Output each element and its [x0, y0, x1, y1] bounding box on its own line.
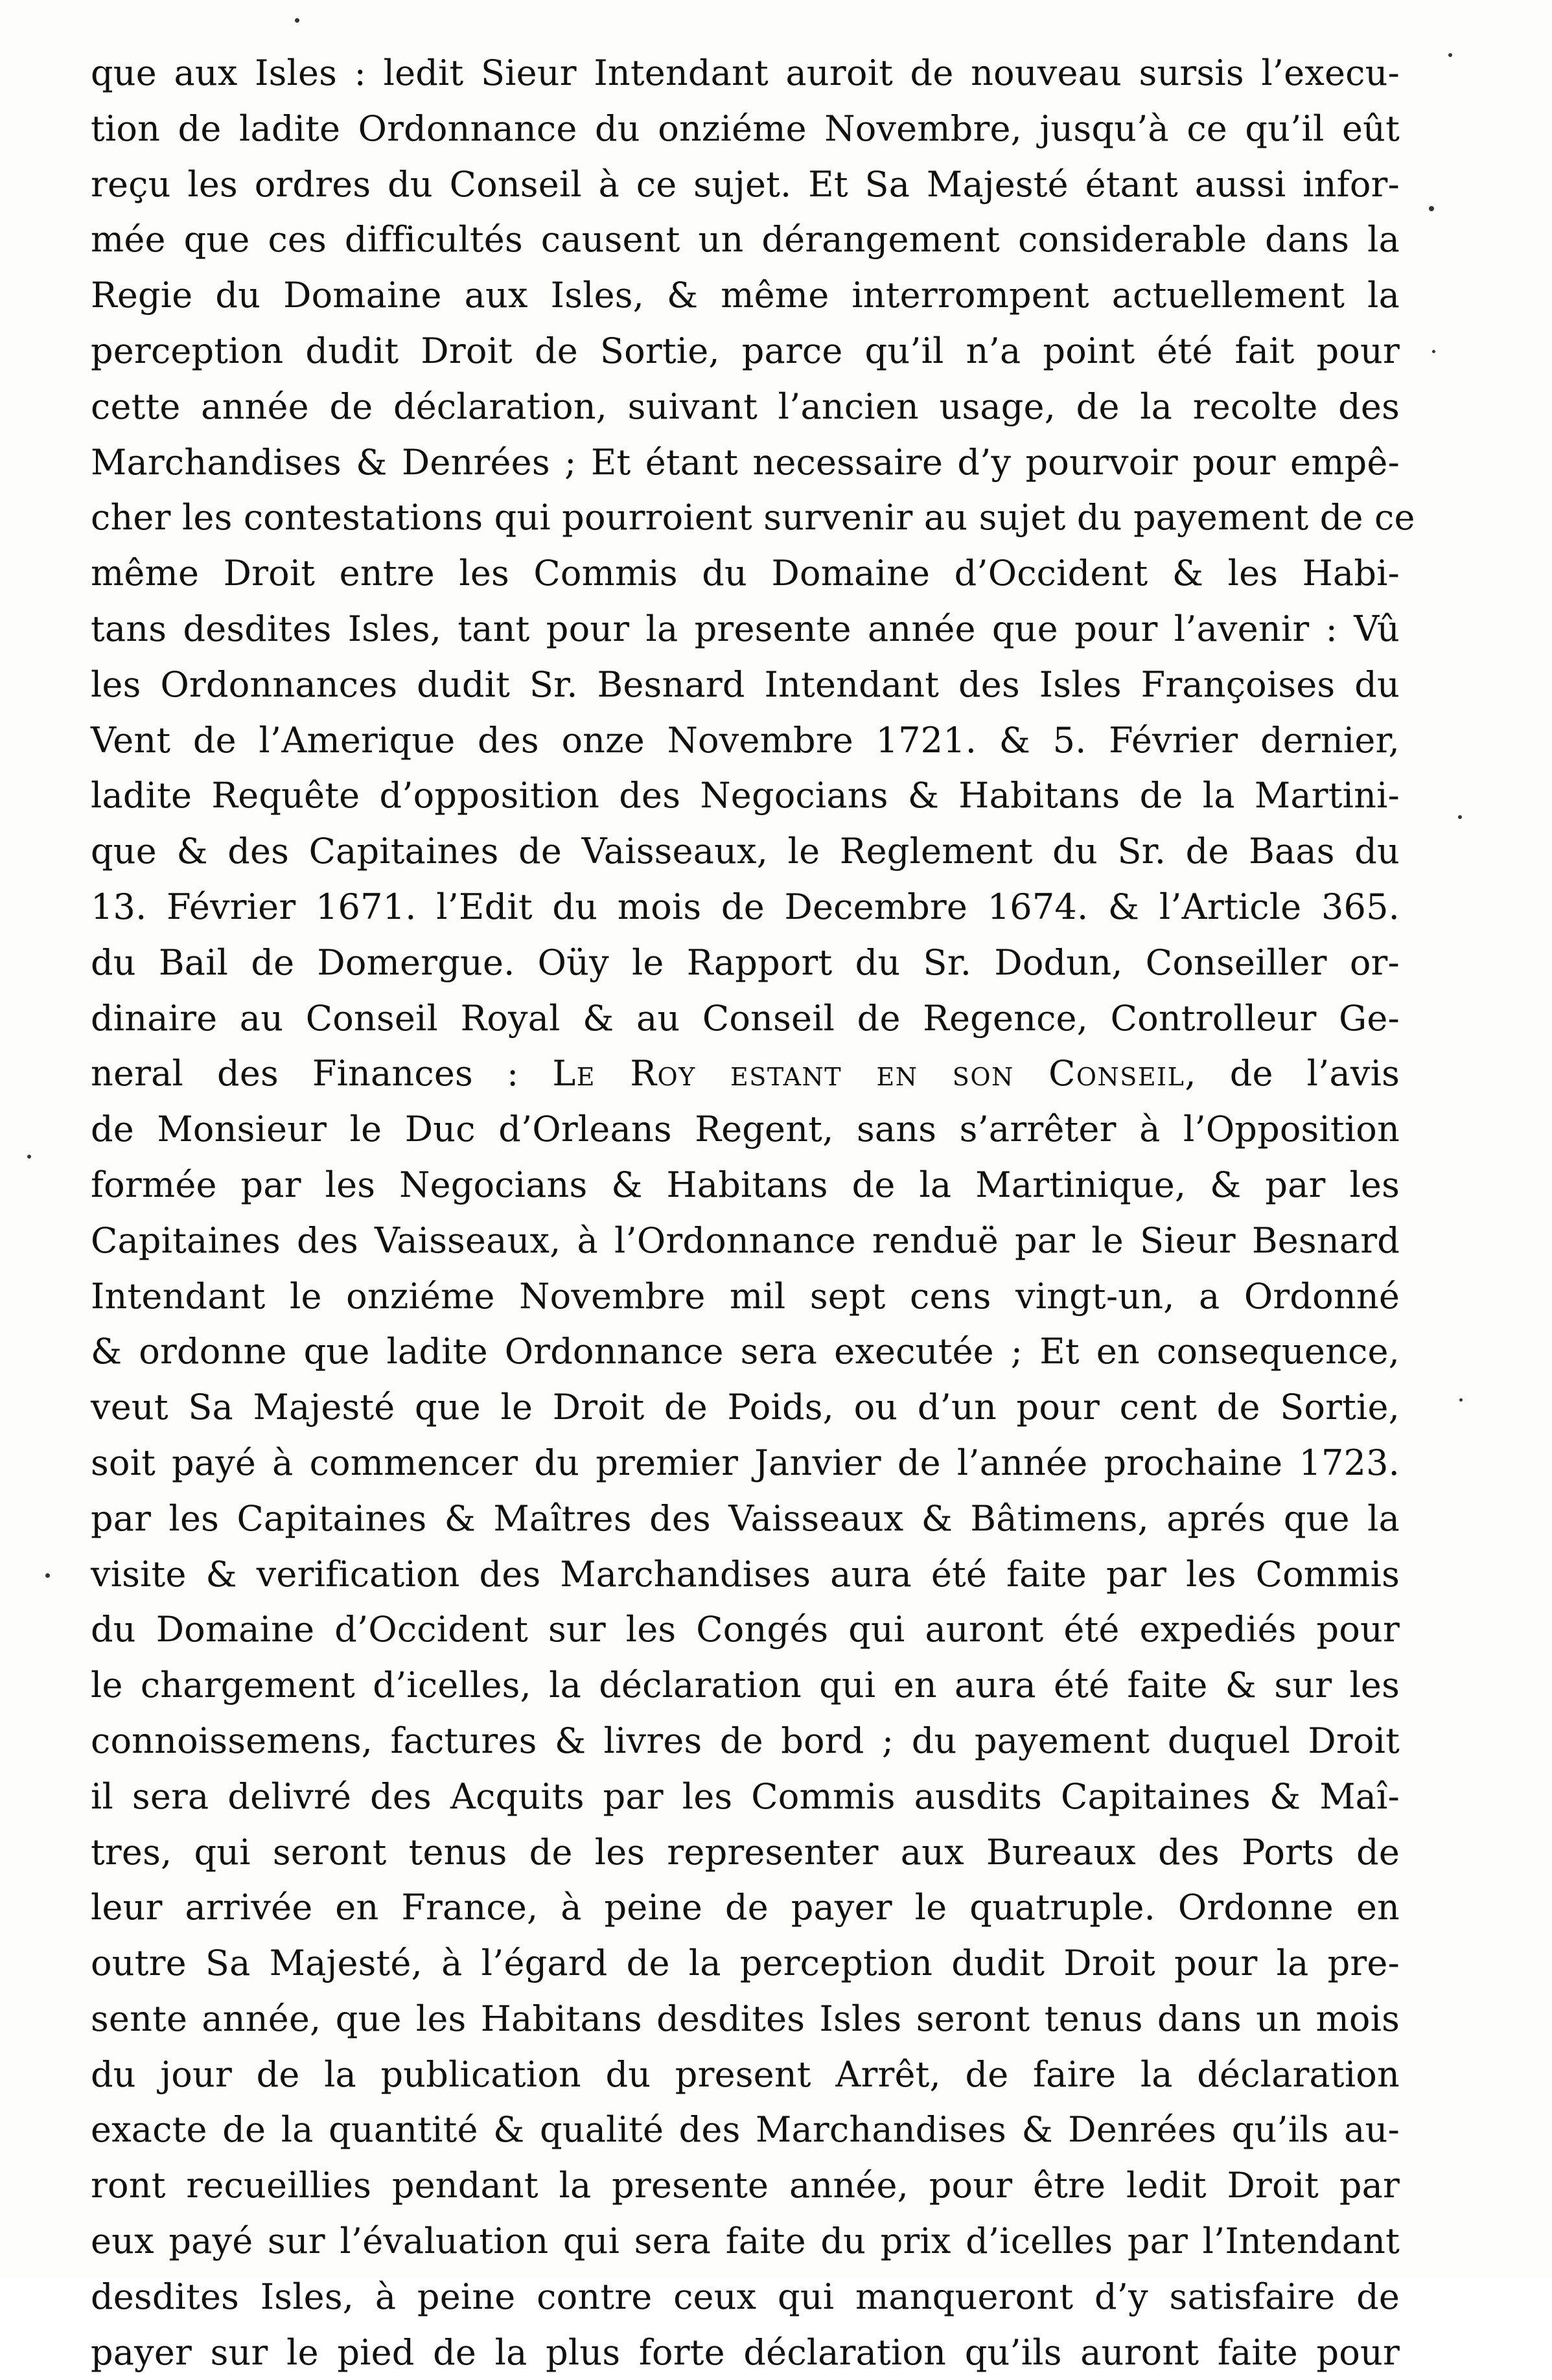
- text-line: par les Capitaines & Maîtres des Vaisseaux & Bâtimens, aprés que la: [91, 1497, 1400, 1539]
- text-line: de Monsieur le Duc d’Orleans Regent, sans s’arrêter à l’Opposition: [91, 1109, 1400, 1150]
- ink-speck: [295, 18, 299, 23]
- text-line: tans desdites Isles, tant pour la presente année que pour l’avenir : Vû: [91, 608, 1400, 649]
- text-line: connoissemens, factures & livres de bord ; du payement duquel Droit: [91, 1720, 1400, 1761]
- text-line: exacte de la quantité & qualité des Marchandises & Denrées qu’ils au-: [91, 2109, 1400, 2151]
- text-line: tion de ladite Ordonnance du onziéme Novembre, jusqu’à ce qu’il eût: [91, 108, 1400, 149]
- ink-speck: [27, 1155, 31, 1159]
- text-line: desdites Isles, à peine contre ceux qui manqueront d’y satisfaire de: [91, 2276, 1400, 2317]
- text-line: que aux Isles : ledit Sieur Intendant auroit de nouveau sursis l’execu-: [91, 52, 1400, 93]
- text-line: du Domaine d’Occident sur les Congés qui auront été expediés pour: [91, 1609, 1400, 1650]
- text-line: Marchandises & Denrées ; Et étant necessaire d’y pourvoir pour empê-: [91, 441, 1400, 483]
- text-line: visite & verification des Marchandises aura été faite par les Commis: [91, 1553, 1400, 1595]
- text-line: cher les contestations qui pourroient survenir au sujet du payement de ce: [91, 497, 1415, 538]
- text-line: soit payé à commencer du premier Janvier de l’année prochaine 1723.: [91, 1442, 1400, 1483]
- text-segment: neral des Finances :: [91, 1053, 553, 1094]
- text-line: leur arrivée en France, à peine de payer le quatruple. Ordonne en: [91, 1887, 1400, 1928]
- text-line: outre Sa Majesté, à l’égard de la perception dudit Droit pour la pre-: [91, 1943, 1400, 1984]
- ink-speck: [1458, 815, 1462, 819]
- text-line: du jour de la publication du present Arrêt, de faire la déclaration: [91, 2053, 1400, 2095]
- text-line: veut Sa Majesté que le Droit de Poids, ou d’un pour cent de Sortie,: [91, 1387, 1400, 1428]
- text-line: reçu les ordres du Conseil à ce sujet. Et Sa Majesté étant aussi infor-: [91, 163, 1400, 205]
- text-line: ront recueillies pendant la presente année, pour être ledit Droit par: [91, 2165, 1400, 2206]
- text-line: que & des Capitaines de Vaisseaux, le Reglement du Sr. de Baas du: [91, 831, 1400, 872]
- text-line: le chargement d’icelles, la déclaration qui en aura été faite & sur les: [91, 1665, 1400, 1706]
- king-in-council-phrase: Le Roy estant en son Conseil: [552, 1053, 1185, 1094]
- text-line: mée que ces difficultés causent un dérangement considerable dans la: [91, 219, 1400, 260]
- ink-speck: [1459, 1398, 1463, 1402]
- text-line: sente année, que les Habitans desdites Isles seront tenus dans un mois: [91, 1998, 1400, 2039]
- text-line: payer sur le pied de la plus forte déclaration qu’ils auront faite pour: [91, 2331, 1400, 2373]
- text-line: & ordonne que ladite Ordonnance sera executée ; Et en consequence,: [91, 1331, 1400, 1372]
- ink-speck: [1432, 350, 1435, 353]
- text-line: formée par les Negocians & Habitans de la Martinique, & par les: [91, 1164, 1400, 1205]
- body-text: [91, 45, 1415, 2380]
- text-line: dinaire au Conseil Royal & au Conseil de Regence, Controlleur Ge-: [91, 997, 1400, 1039]
- text-line: Regie du Domaine aux Isles, & même interrompent actuellement la: [91, 275, 1400, 316]
- text-line: cette année de déclaration, suivant l’ancien usage, de la recolte des: [91, 386, 1400, 427]
- ink-speck: [1429, 206, 1434, 211]
- text-line: tres, qui seront tenus de les representer aux Bureaux des Ports de: [91, 1831, 1400, 1873]
- text-line: les Ordonnances dudit Sr. Besnard Intendant des Isles Françoises du: [91, 664, 1400, 705]
- text-line: perception dudit Droit de Sortie, parce qu’il n’a point été fait pour: [91, 330, 1400, 371]
- text-line: [91, 1046, 1400, 1102]
- text-line: du Bail de Domergue. Oüy le Rapport du Sr. Dodun, Conseiller or-: [91, 942, 1400, 983]
- text-line: Capitaines des Vaisseaux, à l’Ordonnance renduë par le Sieur Besnard: [91, 1219, 1400, 1261]
- text-line: 13. Février 1671. l’Edit du mois de Decembre 1674. & l’Article 365.: [91, 886, 1400, 927]
- text-line: ladite Requête d’opposition des Negocians & Habitans de la Martini-: [91, 775, 1400, 816]
- text-line: Intendant le onziéme Novembre mil sept cens vingt-un, a Ordonné: [91, 1275, 1400, 1317]
- text-line: Vent de l’Amerique des onze Novembre 1721. & 5. Février dernier,: [91, 719, 1400, 761]
- text-line: même Droit entre les Commis du Domaine d’Occident & les Habi-: [91, 553, 1400, 594]
- ink-speck: [45, 1573, 50, 1578]
- text-segment: , de l’avis: [1185, 1053, 1400, 1094]
- text-line: eux payé sur l’évaluation qui sera faite du prix d’icelles par l’Intendant: [91, 2221, 1400, 2262]
- ink-speck: [1448, 53, 1452, 57]
- text-line: il sera delivré des Acquits par les Commis ausdits Capitaines & Maî-: [91, 1775, 1400, 1817]
